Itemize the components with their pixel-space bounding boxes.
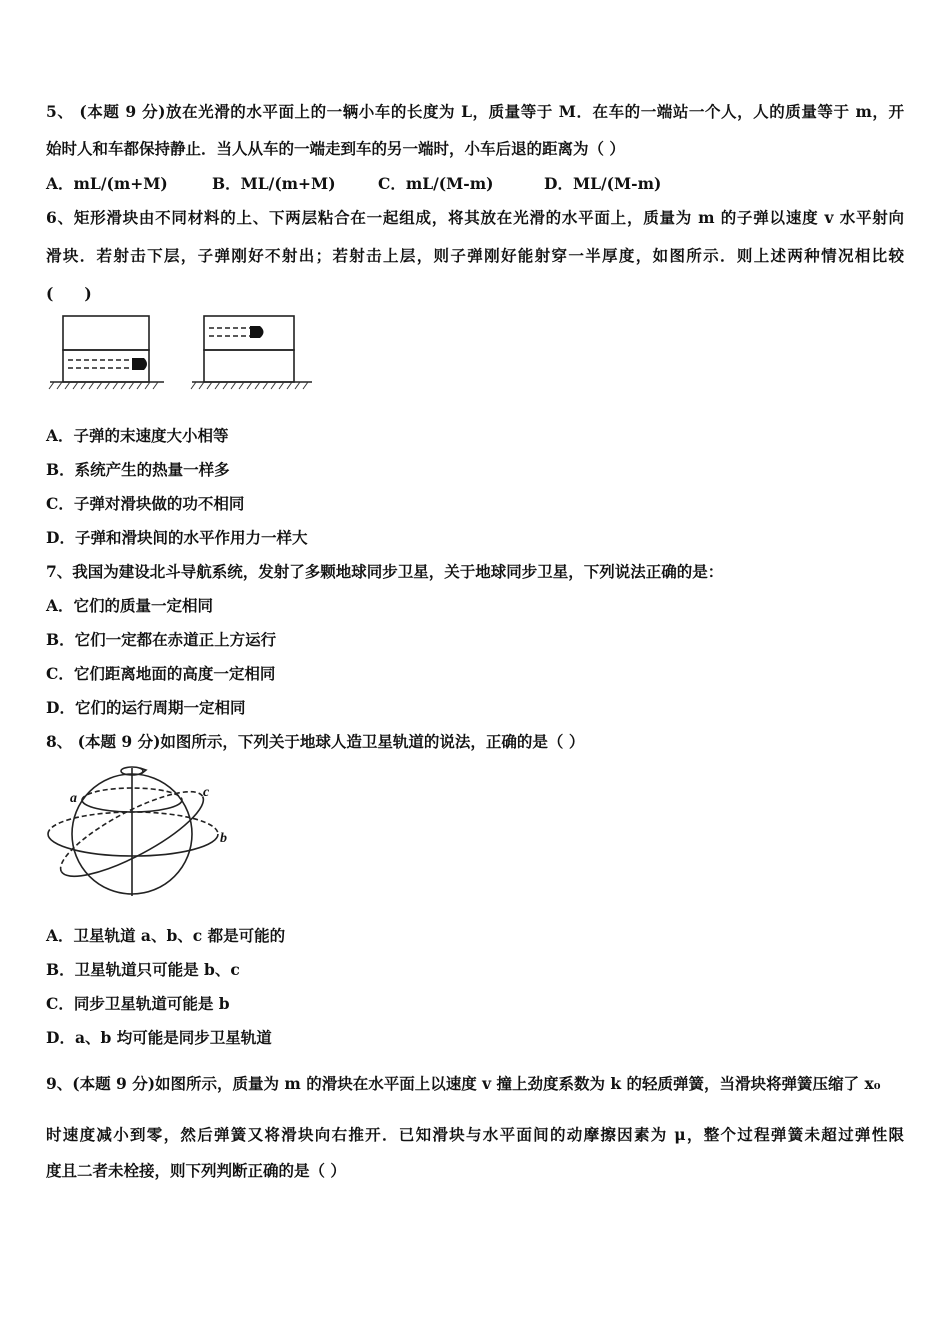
q8-option-b: B．卫星轨道只可能是 b、c [46, 960, 240, 979]
q8-label-a: a [70, 791, 77, 806]
q6-stem-line3: ( ) [46, 284, 92, 303]
q9-stem-line1: 9、(本题 9 分)如图所示，质量为 m 的滑块在水平面上以速度 v 撞上劲度系数为 k 的轻质弹簧，当滑块将弹簧压缩了 x₀ [46, 1074, 881, 1093]
q6-figure-blocks [46, 308, 318, 390]
q6-stem-line2: 滑块．若射击下层，子弹刚好不射出；若射击上层，则子弹刚好能射穿一半厚度，如图所示．则上述两种情况相比较 [46, 246, 904, 265]
q8-figure-orbits [40, 760, 240, 900]
q8-option-d: D．a、b 均可能是同步卫星轨道 [46, 1028, 272, 1047]
q8-option-a: A．卫星轨道 a、b、c 都是可能的 [46, 926, 286, 945]
q6-option-a: A．子弹的末速度大小相等 [46, 426, 229, 445]
q7-stem: 7、我国为建设北斗导航系统，发射了多颗地球同步卫星，关于地球同步卫星，下列说法正确的是： [46, 562, 724, 581]
q7-option-a: A．它们的质量一定相同 [46, 596, 214, 615]
q6-option-c: C．子弹对滑块做的功不相同 [46, 494, 245, 513]
q5-option-c: C．mL/(M-m) [378, 174, 494, 193]
q5-option-d: D．ML/(M-m) [544, 174, 662, 193]
q5-options [46, 173, 710, 195]
q9-stem-line2: 时速度减小到零，然后弹簧又将滑块向右推开．已知滑块与水平面间的动摩擦因素为 μ，整个过程弹簧未超过弹性限 [46, 1125, 904, 1144]
q7-option-b: B．它们一定都在赤道正上方运行 [46, 630, 277, 649]
q8-label-c: c [203, 785, 210, 800]
q6-option-b: B．系统产生的热量一样多 [46, 460, 230, 479]
q6-stem-line1: 6、矩形滑块由不同材料的上、下两层粘合在一起组成，将其放在光滑的水平面上，质量为 m 的子弹以速度 v 水平射向 [46, 208, 904, 227]
q7-option-d: D．它们的运行周期一定相同 [46, 698, 246, 717]
q5-option-b: B．ML/(m+M) [212, 174, 336, 193]
q8-option-c: C．同步卫星轨道可能是 b [46, 994, 230, 1013]
q9-stem-line3: 度且二者未栓接，则下列判断正确的是（ ） [46, 1161, 346, 1180]
q5-option-a: A．mL/(m+M) [46, 174, 168, 193]
q5-stem-line1: 5、 (本题 9 分)放在光滑的水平面上的一辆小车的长度为 L，质量等于 M．在车的一端站一个人，人的质量等于 m，开 [46, 102, 904, 121]
q8-stem: 8、 (本题 9 分)如图所示，下列关于地球人造卫星轨道的说法，正确的是（ ） [46, 732, 585, 751]
q8-label-b: b [220, 831, 227, 846]
q5-stem-line2: 始时人和车都保持静止．当人从车的一端走到车的另一端时，小车后退的距离为（ ） [46, 139, 625, 158]
q6-option-d: D．子弹和滑块间的水平作用力一样大 [46, 528, 308, 547]
q7-option-c: C．它们距离地面的高度一定相同 [46, 664, 276, 683]
